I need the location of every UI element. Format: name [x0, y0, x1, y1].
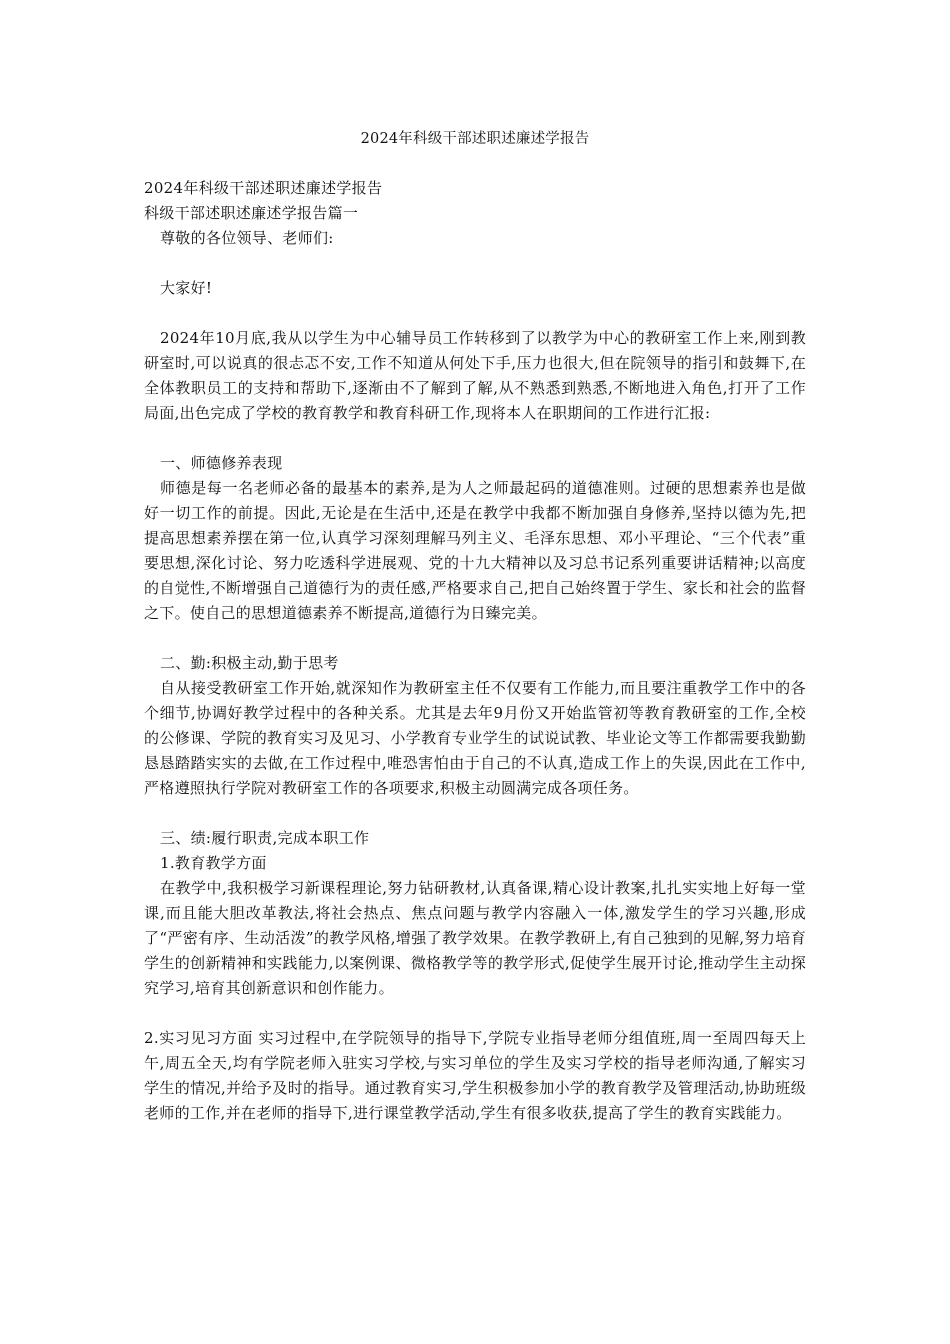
document-title: 2024年科级干部述职述廉述学报告 [360, 131, 590, 147]
section-2-paragraph: 自从接受教研室工作开始,就深知作为教研室主任不仅要有工作能力,而且要注重教学工作中的各个细节,协调好教学过程中的各种关系。尤其是去年9月份又开始监管初等教育教研室的工作,全校的公修课、学院的教育实习及见习、小学教育专业学生的试说试教、毕业论文等工作都需要我勤勤恳恳踏踏实实的去做,在工作过程中,唯恐害怕由于自己的不认真,造成工作上的失误,因此在工作中,严格遵照执行学院对教研室工作的各项要求,积极主动圆满完成各项任务。 [144, 679, 806, 797]
spacer [144, 426, 806, 451]
document-body [144, 176, 806, 1126]
section-2-heading: 二、勤:积极主动,勤于思考 [160, 654, 339, 672]
section-3-paragraph-2: 2.实习见习方面 实习过程中,在学院领导的指导下,学院专业指导老师分组值班,周一至周四每天上午,周五全天,均有学院老师入驻实习学校,与实习单位的学生及实习学校的指导老师沟通,了解实习学生的情况,并给予及时的指导。通过教育实习,学生积极参加小学的教育教学及管理活动,协助班级老师的工作,并在老师的指导下,进行课堂教学活动,学生有很多收获,提高了学生的教育实践能力。 [144, 1029, 806, 1122]
subtitle-line-2: 科级干部述职述廉述学报告篇一 [144, 204, 359, 222]
section-3-heading: 三、绩:履行职责,完成本职工作 [160, 829, 370, 847]
section-3-subheading-1: 1.教育教学方面 [160, 854, 267, 872]
spacer [144, 301, 806, 326]
subtitle-line-1: 2024年科级干部述职述廉述学报告 [144, 179, 383, 197]
salutation: 尊敬的各位领导、老师们: [160, 229, 334, 247]
greeting: 大家好! [160, 279, 213, 297]
section-1-heading: 一、师德修养表现 [160, 454, 283, 472]
section-3-paragraph-1: 在教学中,我积极学习新课程理论,努力钻研教材,认真备课,精心设计教案,扎扎实实地上好每一堂课,而且能大胆改革教法,将社会热点、焦点问题与教学内容融入一体,激发学生的学习兴趣,形成了“严密有序、生动活泼”的教学风格,增强了教学效果。在教学教研上,有自己独到的见解,努力培育学生的创新精神和实践能力,以案例课、微格教学等的教学形式,促使学生展开讨论,推动学生主动探究学习,培育其创新意识和创作能力。 [144, 879, 806, 997]
section-1-paragraph: 师德是每一名老师必备的最基本的素养,是为人之师最起码的道德准则。过硬的思想素养也是做好一切工作的前提。因此,无论是在生活中,还是在教学中我都不断加强自身修养,坚持以德为先,把提高思想素养摆在第一位,认真学习深刻理解马列主义、毛泽东思想、邓小平理论、“三个代表”重要思想,深化讨论、努力吃透科学进展观、党的十九大精神以及习总书记系列重要讲话精神;以高度的自觉性,不断增强自己道德行为的责任感,严格要求自己,把自己始终置于学生、家长和社会的监督之下。使自己的思想道德素养不断提高,道德行为日臻完美。 [144, 479, 806, 622]
intro-paragraph: 2024年10月底,我从以学生为中心辅导员工作转移到了以教学为中心的教研室工作上来,刚到教研室时,可以说真的很忐忑不安,工作不知道从何处下手,压力也很大,但在院领导的指引和鼓舞下,在全体教职员工的支持和帮助下,逐渐由不了解到了解,从不熟悉到熟悉,不断地进入角色,打开了工作局面,出色完成了学校的教育教学和教育科研工作,现将本人在职期间的工作进行汇报: [144, 329, 806, 422]
spacer [144, 1001, 806, 1026]
spacer [144, 801, 806, 826]
spacer [144, 626, 806, 651]
spacer [144, 251, 806, 276]
